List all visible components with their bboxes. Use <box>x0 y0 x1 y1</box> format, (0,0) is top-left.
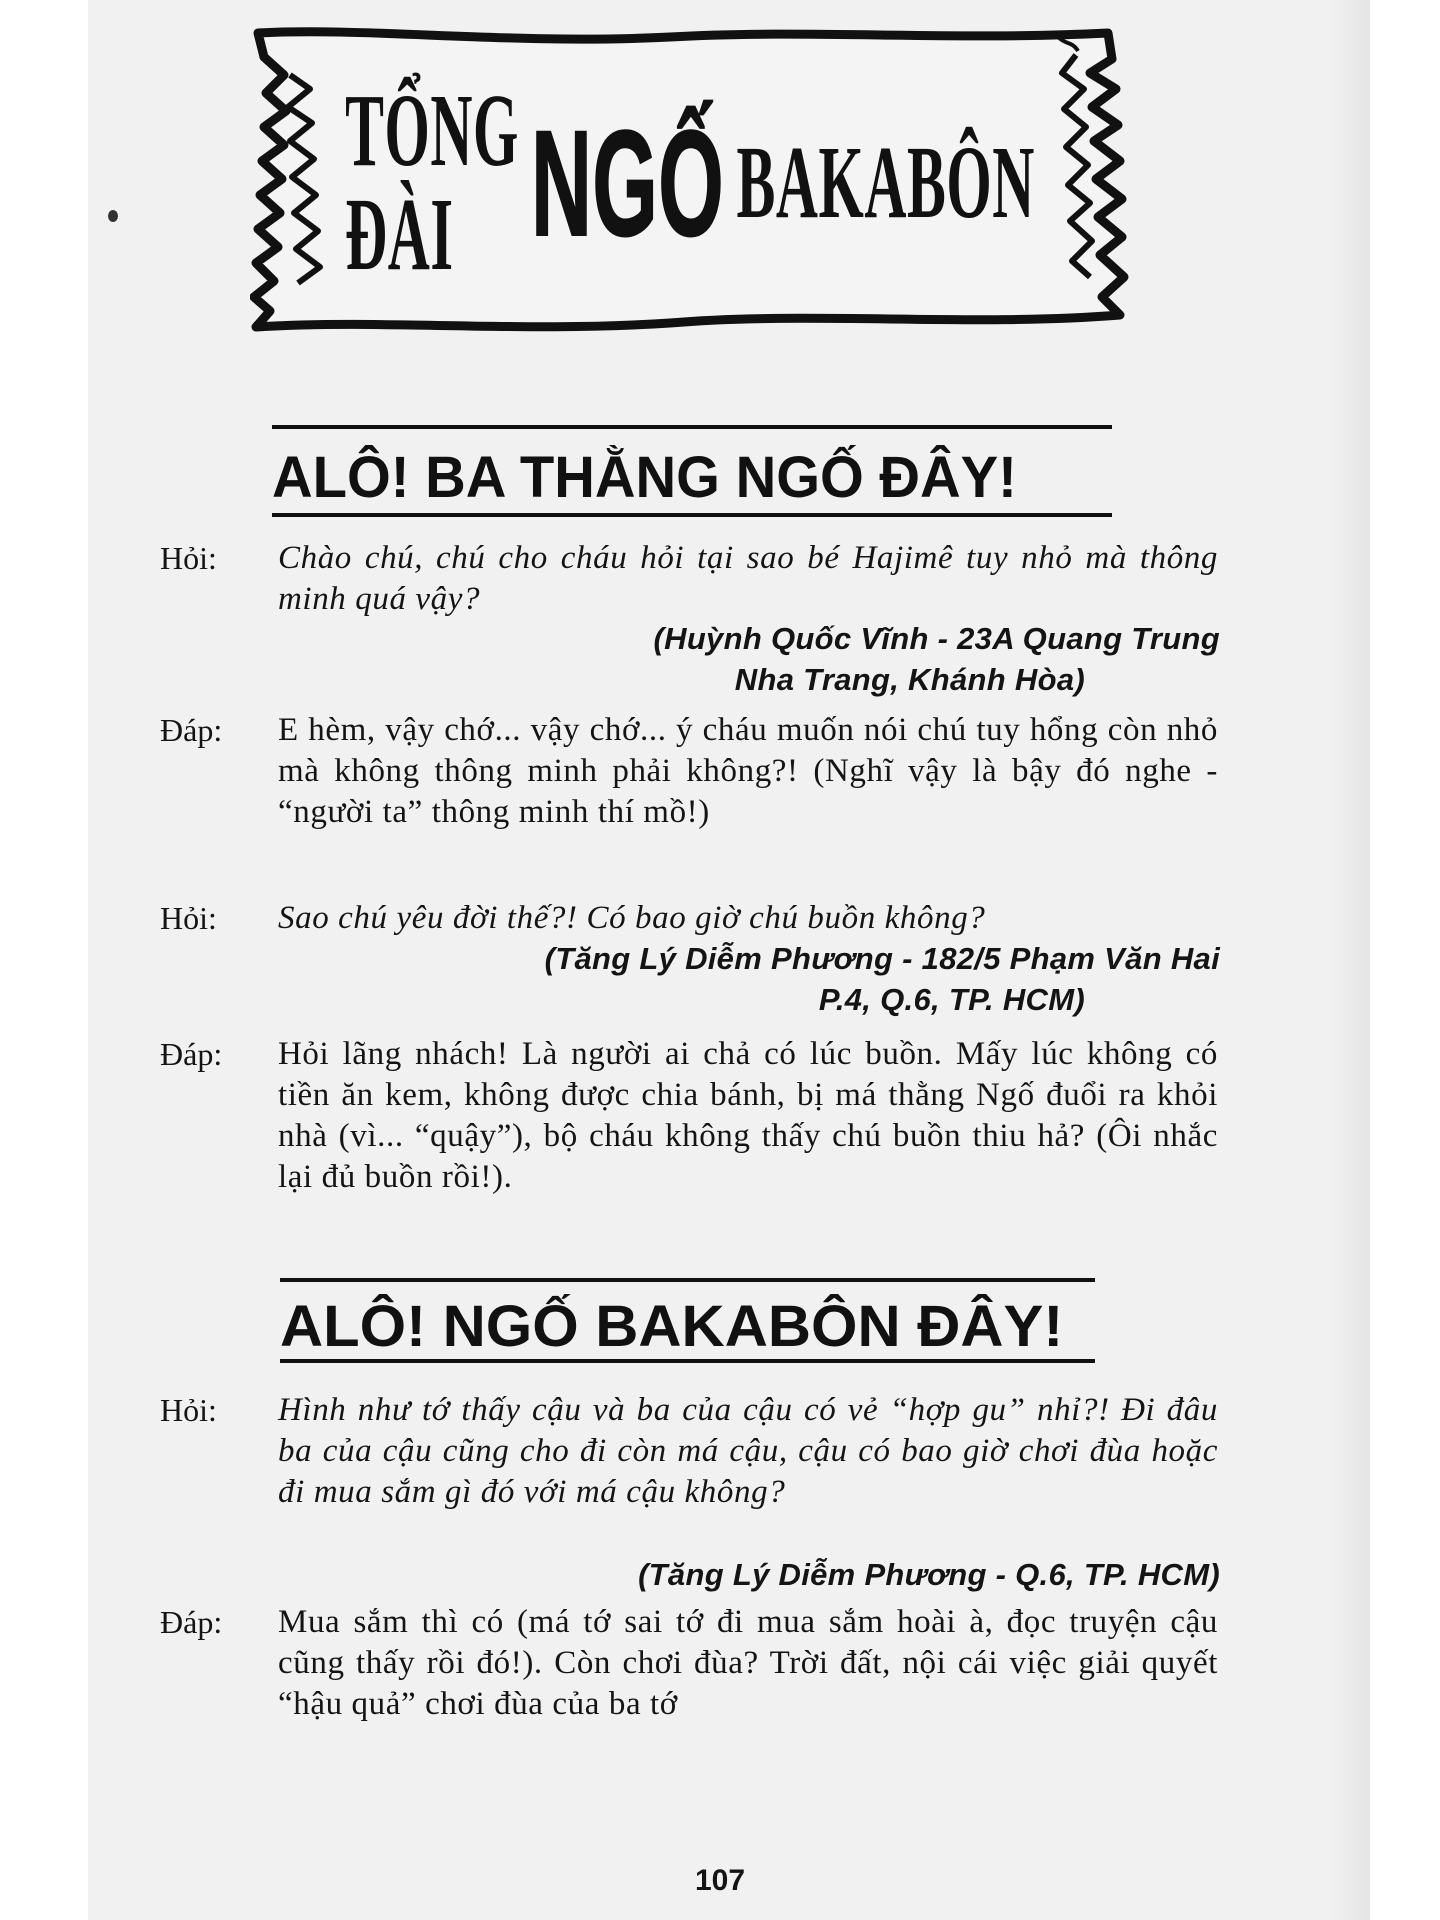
question-source <box>654 618 1220 700</box>
section-heading-2 <box>280 1278 1095 1363</box>
section-heading-1 <box>272 425 1112 520</box>
question-source <box>545 938 1220 1020</box>
section-title: ALÔ! BA THẰNG NGỐ ĐÂY! <box>272 445 1017 510</box>
heading-rule-top <box>280 1278 1095 1282</box>
answer-label: Đáp: <box>160 1036 223 1072</box>
answer-entry-2 <box>160 1034 1220 1244</box>
answer-entry-1 <box>160 710 1220 890</box>
question-source <box>638 1554 1220 1595</box>
answer-text: Mua sắm thì có (má tớ sai tớ đi mua sắm hoài à, đọc truyện cậu cũng thấy rồi đó!). Còn chơi đùa? Trời đất, nội cái việc giải quyết “hậu quả” chơi đùa của ba tớ <box>278 1604 1218 1722</box>
question-label: Hỏi: <box>160 1392 217 1428</box>
qa-entry-2 <box>160 898 1220 1038</box>
heading-rule-bottom <box>272 513 1112 517</box>
answer-entry-3 <box>160 1602 1220 1732</box>
heading-rule-bottom <box>280 1359 1095 1363</box>
page-number: 107 <box>694 1864 746 1897</box>
answer-label: Đáp: <box>160 1604 223 1640</box>
question-text: Chào chú, chú cho cháu hỏi tại sao bé Hajimê tuy nhỏ mà thông minh quá vậy? <box>278 540 1218 617</box>
answer-text: E hèm, vậy chớ... vậy chớ... ý cháu muốn nói chú tuy hổng còn nhỏ mà không thông minh phải không?! (Nghĩ vậy là bậy đó nghe - “người ta” thông minh thí mồ!) <box>278 712 1218 830</box>
source-line-1: (Tăng Lý Diễm Phương - Q.6, TP. HCM) <box>638 1557 1220 1592</box>
answer-text: Hỏi lãng nhách! Là người ai chả có lúc buồn. Mấy lúc không có tiền ăn kem, không được chia bánh, bị má thằng Ngố đuổi ra khỏi nhà (vì... “quậy”), bộ cháu không thấy chú buồn thiu hả? (Ôi nhắc lại đủ buồn rồi!). <box>278 1036 1218 1195</box>
question-text: Hình như tớ thấy cậu và ba của cậu có vẻ “hợp gu” nhỉ?! Đi đâu ba của cậu cũng cho đi còn má cậu, cậu có bao giờ chơi đùa hoặc đi mua sắm gì đó với má cậu không? <box>278 1392 1218 1510</box>
source-line-1: (Huỳnh Quốc Vĩnh - 23A Quang Trung <box>653 621 1220 656</box>
title-banner <box>250 15 1130 350</box>
heading-rule-top <box>272 425 1112 429</box>
banner-title-pre: TỔNG ĐÀI <box>345 72 519 292</box>
page-edge-shade <box>1330 0 1370 1920</box>
source-line-2: Nha Trang, Khánh Hòa) <box>734 662 1085 697</box>
source-line-2: P.4, Q.6, TP. HCM) <box>818 982 1085 1017</box>
section-title: ALÔ! NGỐ BAKABÔN ĐÂY! <box>280 1294 1064 1359</box>
question-label: Hỏi: <box>160 540 217 576</box>
banner-title-highlight: NGỐ <box>531 98 725 267</box>
source-line-1: (Tăng Lý Diễm Phương - 182/5 Phạm Văn Hai <box>544 941 1220 976</box>
qa-entry-3 <box>160 1390 1220 1610</box>
question-text: Sao chú yêu đời thế?! Có bao giờ chú buồn không? <box>278 900 986 936</box>
ink-speck <box>108 210 118 222</box>
banner-title <box>345 15 1035 350</box>
banner-title-post: BAKABÔN <box>736 124 1035 240</box>
question-label: Hỏi: <box>160 900 217 936</box>
answer-label: Đáp: <box>160 712 223 748</box>
